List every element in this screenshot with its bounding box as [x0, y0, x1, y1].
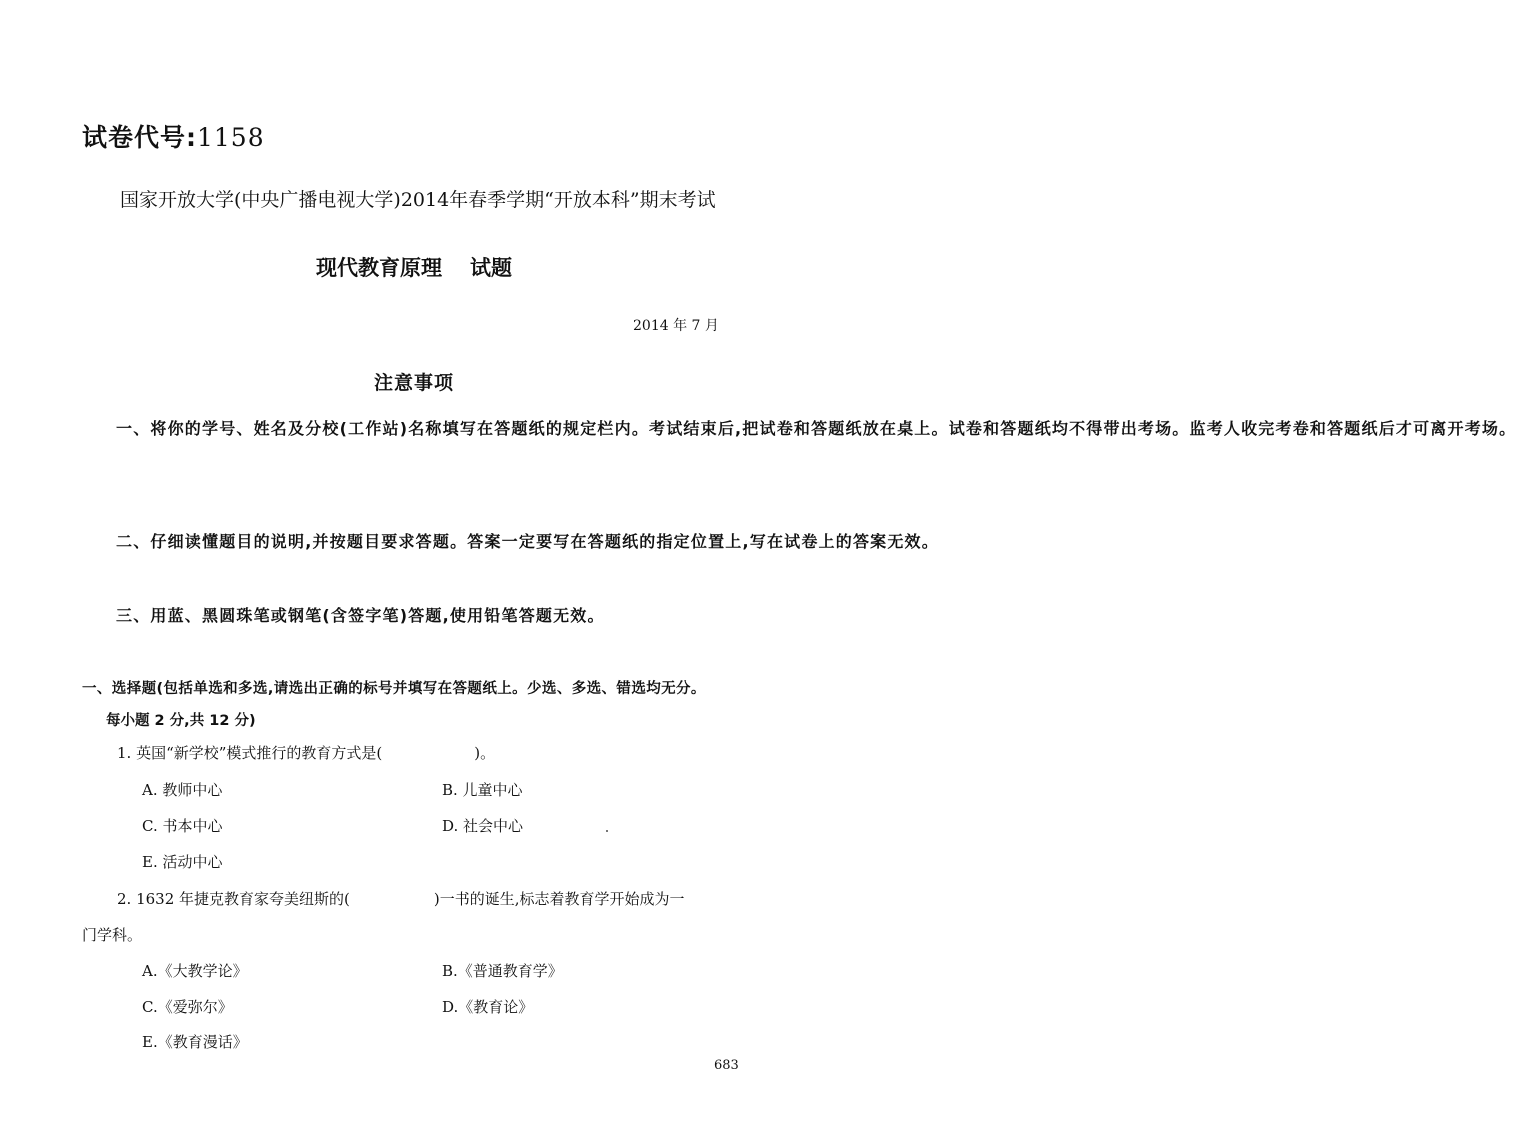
- page-number: 683: [714, 1058, 739, 1073]
- q2-option-c: C.《爱弥尔》: [142, 998, 233, 1016]
- q1-option-c: C. 书本中心: [142, 817, 223, 835]
- title-suffix: 试题: [470, 256, 512, 280]
- exam-date: 2014 年 7 月: [633, 318, 719, 334]
- question-1-end: )。: [474, 744, 496, 762]
- notice-title: 注意事项: [373, 372, 454, 394]
- question-2-end: )一书的诞生,标志着教育学开始成为一: [433, 890, 685, 908]
- exam-header-line: 国家开放大学(中央广播电视大学)2014年春季学期“开放本科”期末考试: [120, 189, 716, 211]
- question-2-continuation: 门学科。: [82, 926, 143, 944]
- notice-item-1: 一、将你的学号、姓名及分校(工作站)名称填写在答题纸的规定栏内。考试结束后,把试卷和答题纸放在桌上。试卷和答题纸均不得带出考场。监考人收完考卷和答题纸后才可离开考场。: [116, 419, 1516, 438]
- question-2-stem: 2. 1632 年捷克教育家夸美纽斯的(: [117, 890, 350, 908]
- notice-item-2: 二、仔细读懂题目的说明,并按题目要求答题。答案一定要写在答题纸的指定位置上,写在试卷上的答案无效。: [116, 532, 939, 551]
- course-name: 现代教育原理: [316, 256, 442, 280]
- q1-option-e: E. 活动中心: [142, 853, 223, 871]
- section-scoring: 每小题 2 分,共 12 分): [106, 713, 256, 729]
- q1-option-a: A. 教师中心: [142, 781, 223, 799]
- q2-option-b: B.《普通教育学》: [442, 962, 563, 980]
- q2-option-e: E.《教育漫话》: [142, 1033, 248, 1051]
- q2-option-d: D.《教育论》: [442, 998, 534, 1016]
- exam-title: [0, 252, 828, 282]
- question-1-stem: 1. 英国“新学校”模式推行的教育方式是(: [117, 744, 383, 762]
- q2-option-a: A.《大教学论》: [142, 962, 248, 980]
- exam-code-number: 1158: [197, 123, 265, 152]
- q1-option-d: D. 社会中心: [442, 817, 524, 835]
- question-1: [117, 742, 495, 763]
- notice-item-3: 三、用蓝、黑圆珠笔或钢笔(含签字笔)答题,使用铅笔答题无效。: [116, 606, 605, 625]
- q1-option-b: B. 儿童中心: [442, 781, 523, 799]
- exam-code: [82, 118, 265, 154]
- scan-speck: [606, 830, 608, 832]
- question-2: [117, 888, 685, 909]
- exam-code-label: 试卷代号:: [82, 123, 197, 152]
- section-instruction: 一、选择题(包括单选和多选,请选出正确的标号并填写在答题纸上。少选、多选、错选均无分。: [82, 681, 706, 697]
